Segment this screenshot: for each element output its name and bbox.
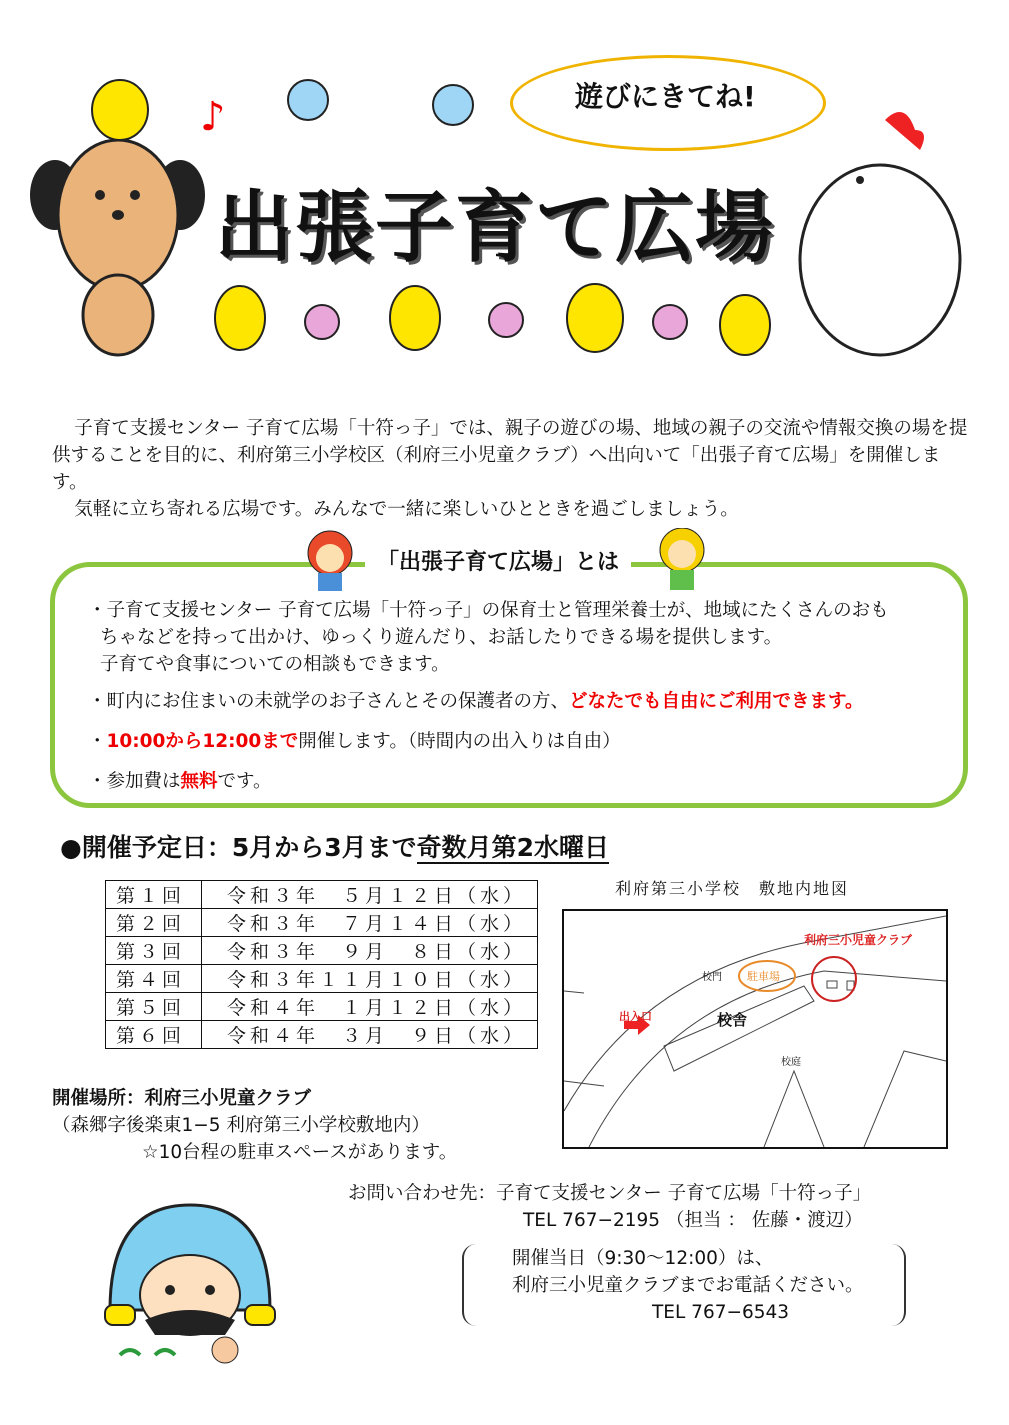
venue [52, 1085, 457, 1166]
about-item-cont: 子育てや食事についての相談もできます。 [100, 654, 450, 675]
contact-phone: TEL 767−2195 （担当 ： 佐藤・渡辺） [523, 1210, 863, 1231]
pink-flowers-icon [305, 303, 687, 339]
text: ・ [88, 731, 107, 752]
dog-icon [30, 140, 205, 355]
schedule-row [106, 1021, 538, 1049]
schedule-row [106, 965, 538, 993]
intro [52, 415, 972, 523]
map-label-building: 校舎 [717, 1011, 748, 1029]
child-illustration [100, 1195, 290, 1380]
about-item: ・子育て支援センター 子育て広場「十符っ子」の保育士と管理栄養士が、地域にたくさんのおも [88, 600, 889, 621]
schedule-row [106, 993, 538, 1021]
schedule-date: 令和３年 ９月 ８日（水） [202, 937, 538, 965]
map-caption: 利府第三小学校 敷地内地図 [615, 879, 850, 898]
school-map [562, 909, 948, 1149]
schedule-round: 第３回 [106, 937, 202, 965]
hen-icon [800, 112, 960, 355]
highlight: 10:00から12:00まで [106, 731, 299, 752]
schedule-row [106, 937, 538, 965]
about-item-cont: ちゃなどを持って出かけ、ゆっくり遊んだり、お話したりできる場を提供します。 [100, 627, 783, 648]
speech-bubble-text: 遊びにきてね! [575, 80, 756, 113]
schedule-date: 令和３年 ５月１２日（水） [202, 881, 538, 909]
contact [348, 1180, 871, 1234]
about-item [88, 728, 968, 755]
schedule-date: 令和３年１１月１０日（水） [202, 965, 538, 993]
venue-address: （森郷字後楽東1−5 利府第三小学校敷地内） [52, 1115, 430, 1136]
mascot-apple-icon [308, 531, 352, 591]
map-label-gate: 校門 [702, 972, 722, 983]
about-item [88, 768, 968, 795]
page-title: 出張子育て広場 [215, 183, 776, 273]
text: です。 [217, 771, 272, 792]
venue-name: 開催場所：利府三小児童クラブ [52, 1088, 312, 1109]
schedule-round: 第４回 [106, 965, 202, 993]
underlined-text: 奇数月第2水曜日 [416, 833, 610, 862]
about-item [88, 688, 968, 715]
text: ●開催予定日：5月から3月まで [60, 833, 417, 862]
about-title: 「出張子育て広場」とは [365, 545, 631, 576]
chick-icon [92, 80, 148, 140]
schedule-round: 第２回 [106, 909, 202, 937]
contact-line: お問い合わせ先：子育て支援センター 子育て広場「十符っ子」 [348, 1183, 872, 1204]
music-note-icon: ♪ [200, 94, 226, 140]
schedule-date: 令和４年 ３月 ９日（水） [202, 1021, 538, 1049]
schedule-date: 令和３年 ７月１４日（水） [202, 909, 538, 937]
highlight: 無料 [180, 771, 218, 792]
venue-parking: ☆10台程の駐車スペースがあります。 [142, 1142, 458, 1163]
note-line: 利府三小児童クラブまでお電話ください。 [512, 1275, 864, 1296]
schedule-round: 第１回 [106, 881, 202, 909]
schedule-row [106, 909, 538, 937]
mascot-leaf-icon [660, 528, 704, 590]
note-phone: TEL 767−6543 [652, 1302, 790, 1323]
map-label-entrance: 出入口 [619, 1010, 652, 1023]
map-label-yard: 校庭 [781, 1057, 801, 1068]
schedule-heading [60, 828, 609, 864]
intro-paragraph: 気軽に立ち寄れる広場です。みんなで一緒に楽しいひとときを過ごしましょう。 [74, 499, 739, 520]
text: ・参加費は [88, 771, 181, 792]
schedule-row [106, 881, 538, 909]
text: 開催します。（時間内の出入りは自由） [298, 731, 621, 752]
schedule-table [105, 880, 538, 1049]
intro-paragraph: 子育て支援センター 子育て広場「十符っ子」では、親子の遊びの場、地域の親子の交流や情報交換の場を提供することを目的に、利府第三小学校区（利府三小児童クラブ）へ出向いて「出張子育て広場」を開催します。 [52, 418, 968, 493]
schedule-round: 第６回 [106, 1021, 202, 1049]
flower-icon [288, 80, 473, 125]
about-list [88, 597, 968, 795]
schedule-round: 第５回 [106, 993, 202, 1021]
schedule-date: 令和４年 １月１２日（水） [202, 993, 538, 1021]
map-label-club: 利府三小児童クラブ [804, 933, 913, 947]
note-line: 開催当日（9:30〜12:00）は、 [512, 1248, 774, 1269]
map-label-parking: 駐車場 [747, 970, 780, 983]
text: ・町内にお住まいの未就学のお子さんとその保護者の方、 [88, 691, 570, 712]
highlight: どなたでも自由にご利用できます。 [569, 691, 864, 712]
day-of-note [512, 1245, 864, 1326]
